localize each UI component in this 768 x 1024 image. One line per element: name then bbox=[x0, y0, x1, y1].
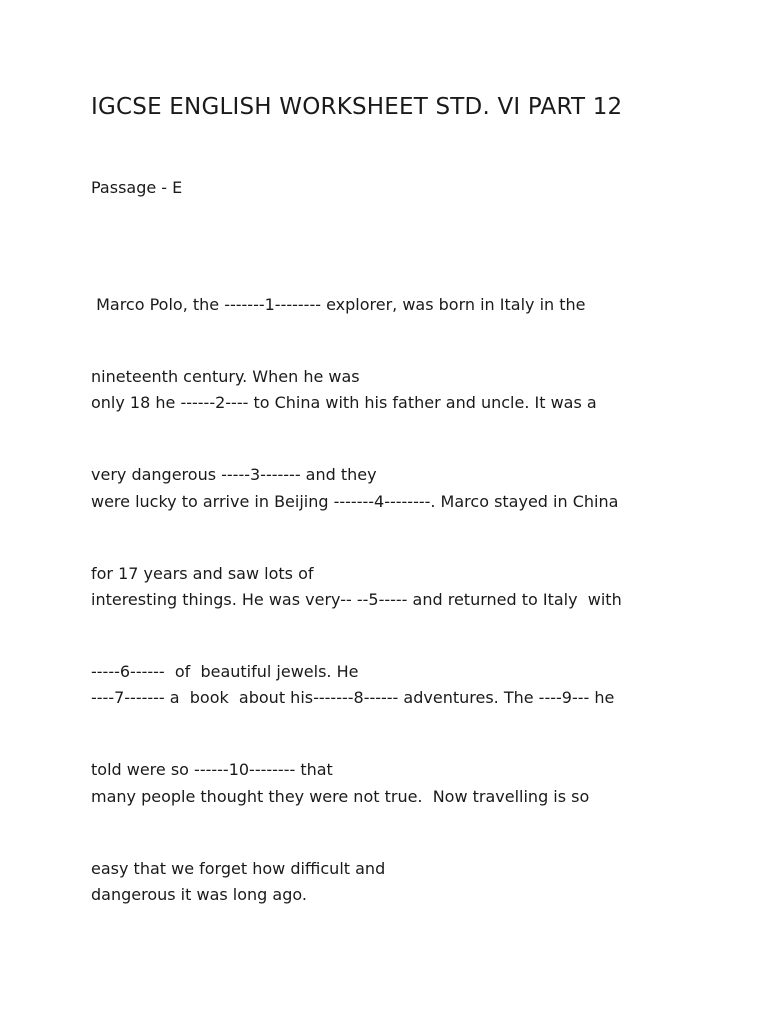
paragraph-line: only 18 he ------2---- to China with his father and uncle. It was a bbox=[91, 393, 597, 412]
paragraph-line: Marco Polo, the -------1-------- explorer, was born in Italy in the bbox=[91, 295, 586, 314]
paragraph-line: interesting things. He was very-- --5----- and returned to Italy with bbox=[91, 590, 622, 609]
paragraph-line: very dangerous -----3------- and they bbox=[91, 465, 377, 484]
paragraph-line: dangerous it was long ago. bbox=[91, 885, 307, 904]
paragraph-line: -----6------ of beautiful jewels. He bbox=[91, 662, 359, 681]
passage-label: Passage - E bbox=[91, 178, 183, 197]
paragraph-line: told were so ------10-------- that bbox=[91, 760, 333, 779]
passage-paragraph-7 bbox=[91, 835, 691, 955]
paragraph-line: nineteenth century. When he was bbox=[91, 367, 360, 386]
paragraph-line: many people thought they were not true. Now travelling is so bbox=[91, 787, 590, 806]
paragraph-line: for 17 years and saw lots of bbox=[91, 564, 314, 583]
worksheet-title: IGCSE ENGLISH WORKSHEET STD. VI PART 12 bbox=[91, 94, 623, 120]
paragraph-line: ----7------- a book about his-------8------ adventures. The ----9--- he bbox=[91, 688, 615, 707]
paragraph-line: were lucky to arrive in Beijing -------4--------. Marco stayed in China bbox=[91, 492, 619, 511]
paragraph-line: easy that we forget how difficult and bbox=[91, 859, 386, 878]
